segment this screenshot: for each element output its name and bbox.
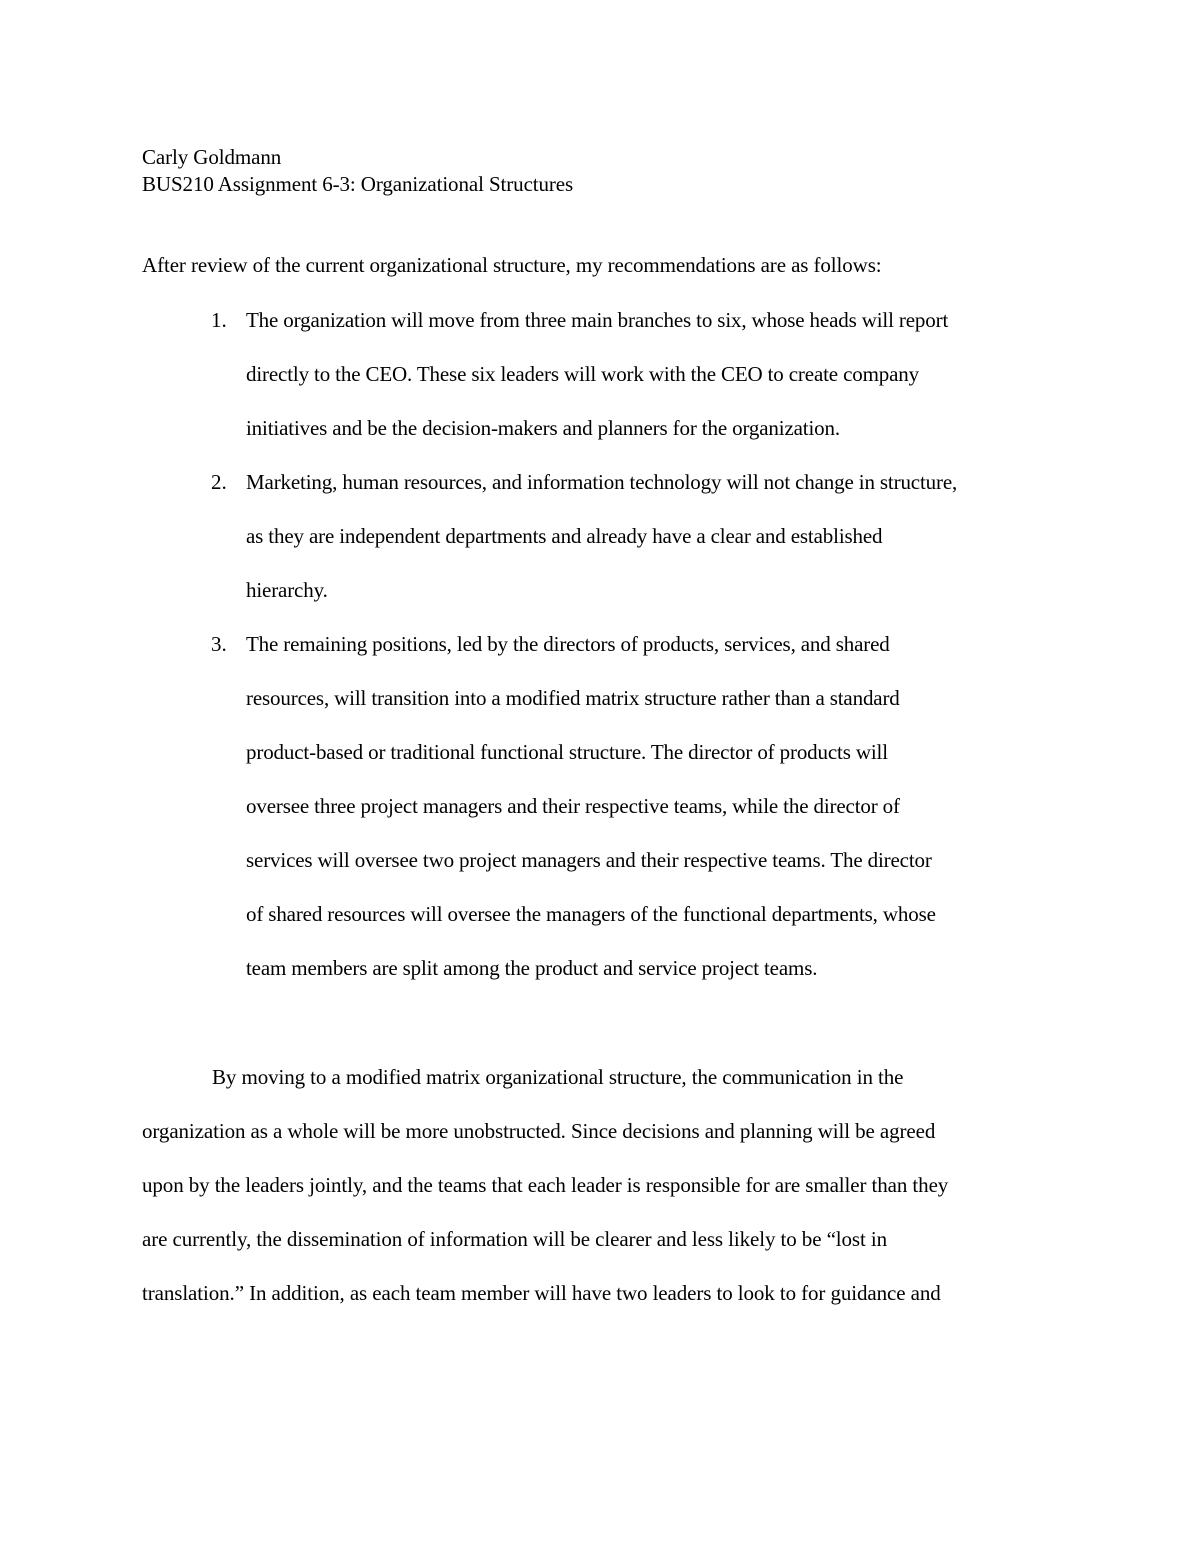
list-item-line: The remaining positions, led by the directors of products, services, and shared bbox=[246, 632, 890, 656]
paragraph-line: are currently, the dissemination of information will be clearer and less likely to be “lost in bbox=[142, 1227, 888, 1251]
list-item-line: directly to the CEO. These six leaders will work with the CEO to create company bbox=[246, 362, 919, 386]
list-item-line: hierarchy. bbox=[246, 578, 328, 602]
list-item-line: initiatives and be the decision-makers and planners for the organization. bbox=[246, 416, 840, 440]
list-item-line: product-based or traditional functional structure. The director of products will bbox=[246, 740, 888, 764]
list-item-line: The organization will move from three main branches to six, whose heads will report bbox=[246, 308, 949, 332]
intro-sentence: After review of the current organizational structure, my recommendations are as follows: bbox=[142, 253, 882, 277]
list-item-line: resources, will transition into a modified matrix structure rather than a standard bbox=[246, 686, 900, 710]
paragraph-line: translation.” In addition, as each team member will have two leaders to look to for guidance and bbox=[142, 1281, 941, 1305]
paragraph-line: By moving to a modified matrix organizational structure, the communication in the bbox=[212, 1065, 904, 1089]
assignment-title: BUS210 Assignment 6-3: Organizational Structures bbox=[142, 172, 574, 196]
author-name: Carly Goldmann bbox=[142, 145, 282, 169]
list-item-line: services will oversee two project managers and their respective teams. The director bbox=[246, 848, 932, 872]
list-number: 2. bbox=[211, 470, 227, 494]
paragraph-line: organization as a whole will be more unobstructed. Since decisions and planning will be agreed bbox=[142, 1119, 936, 1143]
list-item-line: team members are split among the product and service project teams. bbox=[246, 956, 818, 980]
list-item-line: of shared resources will oversee the managers of the functional departments, whose bbox=[246, 902, 936, 926]
list-number: 1. bbox=[211, 308, 227, 332]
list-number: 3. bbox=[211, 632, 227, 656]
paragraph-line: upon by the leaders jointly, and the teams that each leader is responsible for are smaller than they bbox=[142, 1173, 949, 1197]
list-item-line: as they are independent departments and already have a clear and established bbox=[246, 524, 883, 548]
list-item-line: oversee three project managers and their respective teams, while the director of bbox=[246, 794, 900, 818]
list-item-line: Marketing, human resources, and information technology will not change in structure, bbox=[246, 470, 958, 494]
